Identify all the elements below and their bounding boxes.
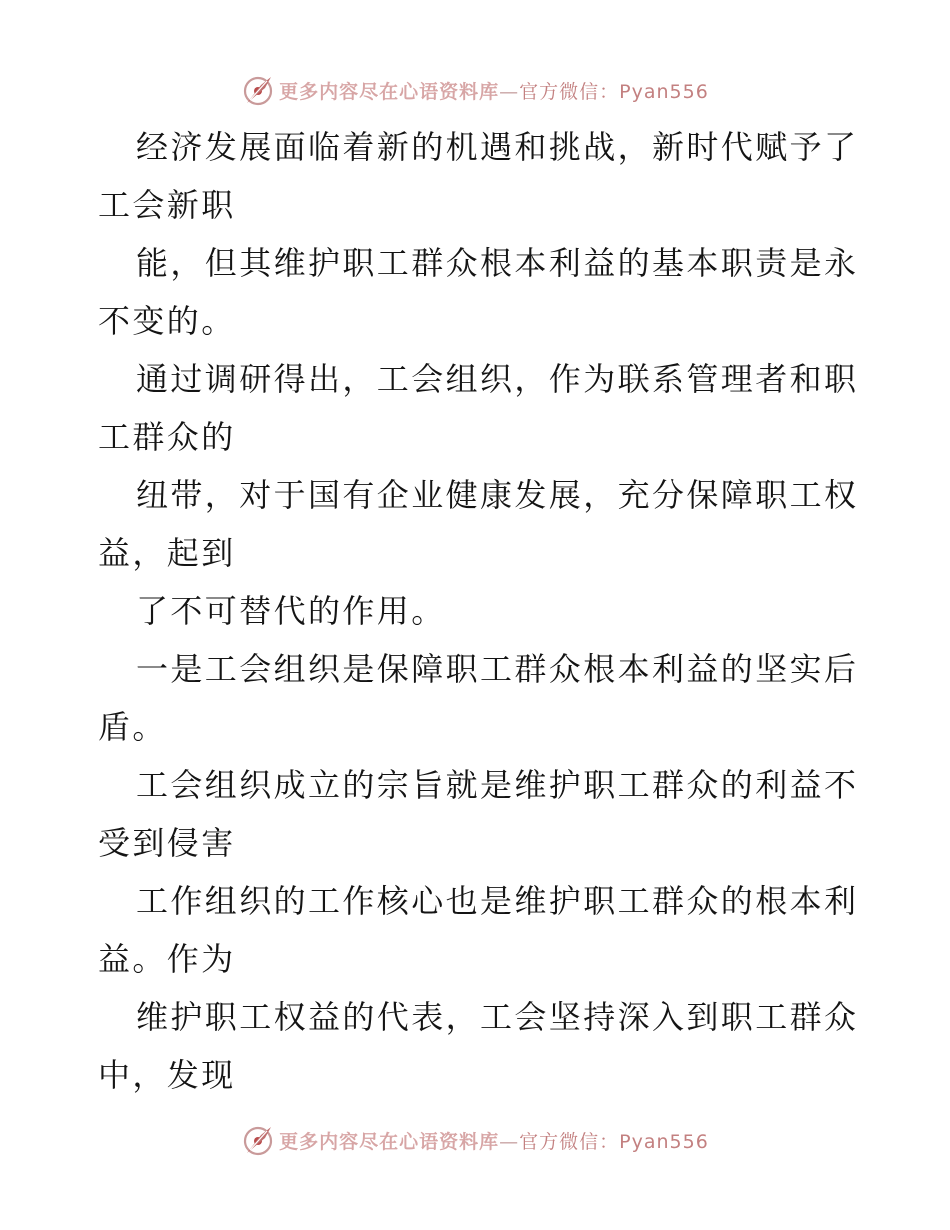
text-line: 工会组织成立的宗旨就是维护职工群众的利益不: [136, 766, 858, 804]
text-line: 一是工会组织是保障职工群众根本利益的坚实后: [136, 650, 858, 688]
footer-wechat-id: 官方微信：Pyan556: [519, 1130, 709, 1153]
text-line: 通过调研得出，工会组织，作为联系管理者和职: [136, 360, 858, 398]
text-line: 中，发现: [98, 1056, 236, 1094]
text-line: 了不可替代的作用。: [136, 592, 446, 630]
footer-banner-title: 更多内容尽在心语资料库: [279, 1130, 500, 1153]
text-line: 能，但其维护职工群众根本利益的基本职责是永: [136, 244, 858, 282]
text-line: 工群众的: [98, 418, 236, 456]
header-separator: —: [499, 80, 520, 103]
quill-logo-icon: [241, 1123, 275, 1157]
text-line: 纽带，对于国有企业健康发展，充分保障职工权: [136, 476, 858, 514]
text-line: 受到侵害: [98, 824, 236, 862]
body-text: [98, 118, 858, 1104]
text-line: 维护职工权益的代表，工会坚持深入到职工群众: [136, 998, 858, 1036]
quill-logo-icon: [241, 73, 275, 107]
footer-banner: [0, 1122, 950, 1158]
text-line: 益。作为: [98, 940, 236, 978]
header-wechat-id: 官方微信：Pyan556: [519, 80, 709, 103]
footer-separator: —: [499, 1130, 520, 1153]
header-banner: [0, 72, 950, 108]
text-line: 盾。: [98, 708, 167, 746]
text-line: 工作组织的工作核心也是维护职工群众的根本利: [136, 882, 858, 920]
header-banner-title: 更多内容尽在心语资料库: [279, 80, 500, 103]
text-line: 不变的。: [98, 302, 236, 340]
text-line: 工会新职: [98, 186, 236, 224]
text-line: 经济发展面临着新的机遇和挑战，新时代赋予了: [136, 128, 858, 166]
text-line: 益，起到: [98, 534, 236, 572]
